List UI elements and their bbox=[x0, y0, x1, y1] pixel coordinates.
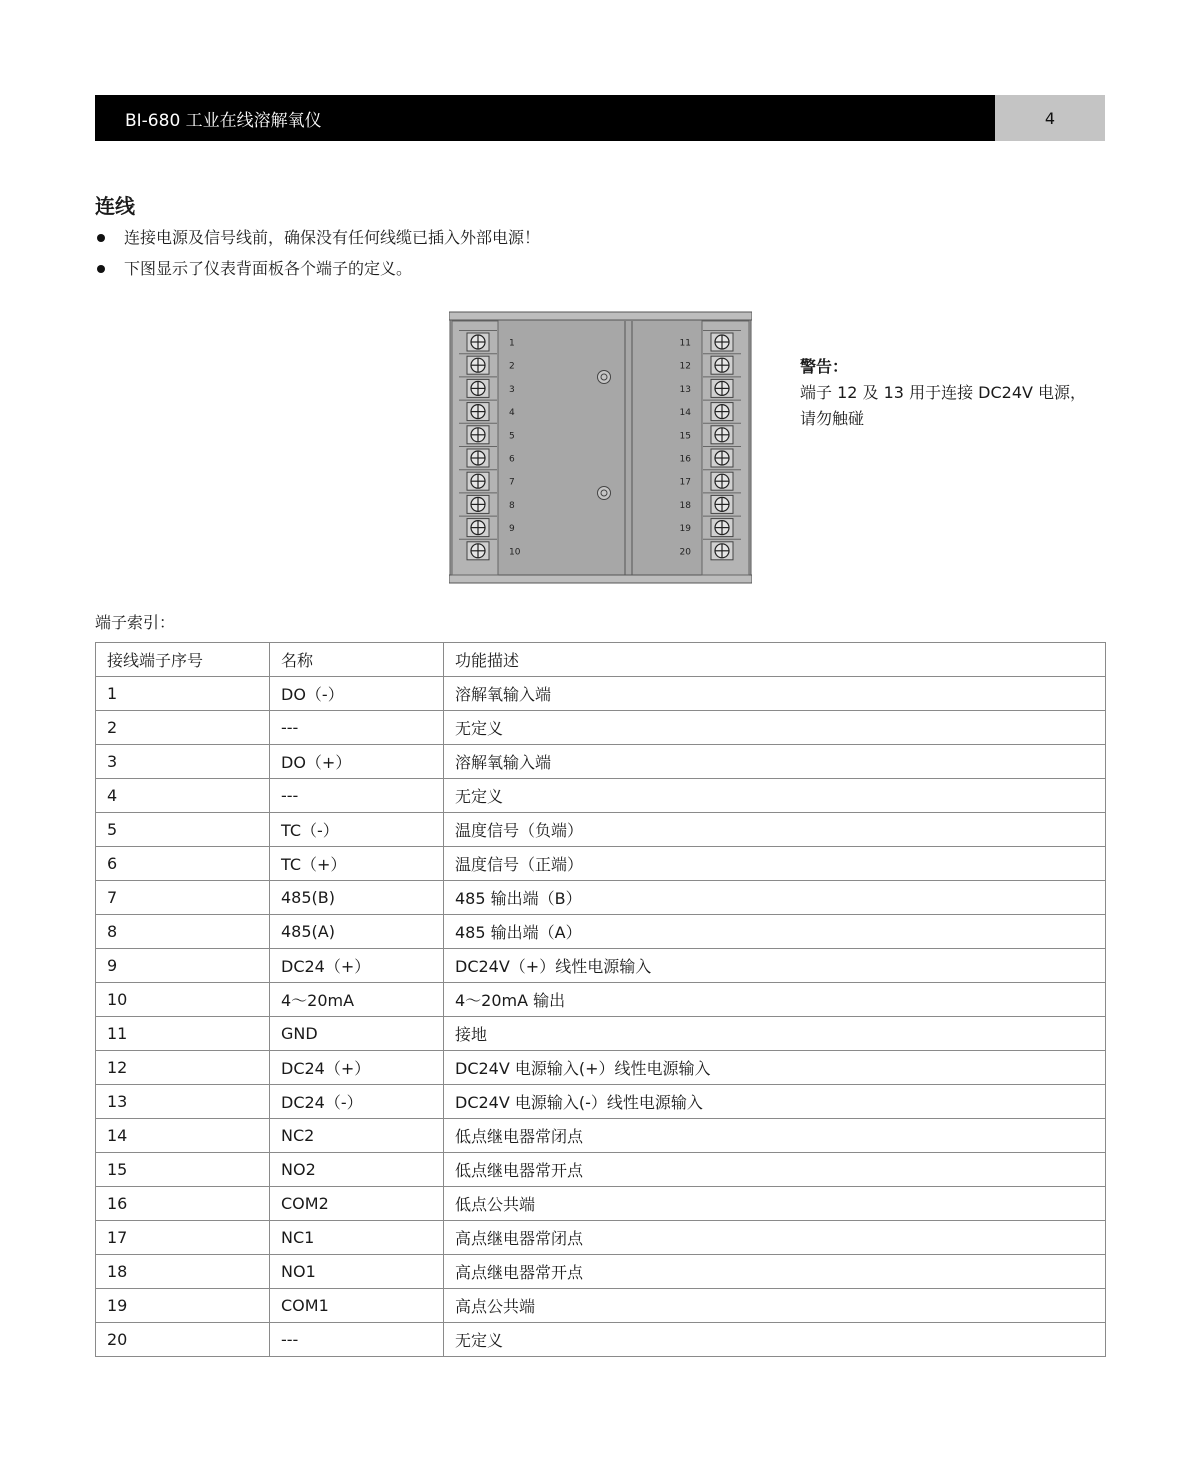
table-row bbox=[96, 847, 1106, 881]
terminal-number-label: 10 bbox=[509, 547, 521, 558]
table-cell: 低点继电器常开点 bbox=[444, 1153, 1106, 1187]
table-cell: TC（+） bbox=[270, 847, 444, 881]
table-cell: 9 bbox=[96, 949, 270, 983]
table-row bbox=[96, 711, 1106, 745]
table-header-row bbox=[96, 643, 1106, 677]
terminal-screw-icon bbox=[711, 403, 733, 421]
terminal-screw-icon bbox=[711, 519, 733, 537]
table-cell: COM1 bbox=[270, 1289, 444, 1323]
bullet-item bbox=[95, 256, 540, 287]
terminal-screw-icon bbox=[711, 333, 733, 351]
terminal-screw-icon bbox=[467, 519, 489, 537]
rear-panel-diagram bbox=[449, 311, 752, 585]
table-cell: 溶解氧输入端 bbox=[444, 677, 1106, 711]
terminal-screw-icon bbox=[711, 495, 733, 513]
table-row bbox=[96, 745, 1106, 779]
terminal-screw-icon bbox=[467, 449, 489, 467]
terminal-number-label: 20 bbox=[679, 547, 691, 558]
table-row bbox=[96, 1221, 1106, 1255]
terminal-screw-icon bbox=[711, 542, 733, 560]
terminal-number-label: 8 bbox=[509, 500, 515, 511]
terminal-number-label: 4 bbox=[509, 408, 515, 419]
table-row bbox=[96, 779, 1106, 813]
table-cell: 5 bbox=[96, 813, 270, 847]
warning-title: 警告： bbox=[800, 357, 849, 376]
mount-screw-icon bbox=[598, 487, 611, 500]
table-row bbox=[96, 1323, 1106, 1357]
table-row bbox=[96, 1289, 1106, 1323]
table-cell: DC24（+） bbox=[270, 1051, 444, 1085]
table-cell: 8 bbox=[96, 915, 270, 949]
panel-top-rail bbox=[449, 312, 752, 320]
table-cell: 温度信号（负端） bbox=[444, 813, 1106, 847]
table-cell: 7 bbox=[96, 881, 270, 915]
terminal-number-label: 14 bbox=[679, 408, 691, 419]
column-header: 名称 bbox=[270, 643, 444, 677]
table-row bbox=[96, 915, 1106, 949]
table-cell: 10 bbox=[96, 983, 270, 1017]
terminal-number-label: 3 bbox=[509, 384, 515, 395]
table-cell: 13 bbox=[96, 1085, 270, 1119]
terminal-screw-icon bbox=[711, 426, 733, 444]
terminal-number-label: 2 bbox=[509, 361, 515, 372]
terminal-screw-icon bbox=[711, 379, 733, 397]
table-cell: 485(A) bbox=[270, 915, 444, 949]
table-row bbox=[96, 1255, 1106, 1289]
bullet-text: 连接电源及信号线前，确保没有任何线缆已插入外部电源！ bbox=[124, 228, 541, 247]
table-cell: 485 输出端（B） bbox=[444, 881, 1106, 915]
terminal-number-label: 1 bbox=[509, 338, 515, 349]
table-cell: 14 bbox=[96, 1119, 270, 1153]
terminal-number-label: 17 bbox=[679, 477, 691, 488]
table-cell: 无定义 bbox=[444, 1323, 1106, 1357]
table-cell: 15 bbox=[96, 1153, 270, 1187]
table-row bbox=[96, 949, 1106, 983]
table-cell: 18 bbox=[96, 1255, 270, 1289]
terminal-screw-icon bbox=[467, 472, 489, 490]
table-cell: 17 bbox=[96, 1221, 270, 1255]
table-cell: TC（-） bbox=[270, 813, 444, 847]
table-cell: 19 bbox=[96, 1289, 270, 1323]
table-cell: 低点公共端 bbox=[444, 1187, 1106, 1221]
table-row bbox=[96, 677, 1106, 711]
bullet-dot-icon bbox=[97, 234, 105, 242]
mount-screw-icon bbox=[598, 371, 611, 384]
terminal-screw-icon bbox=[467, 426, 489, 444]
terminal-number-label: 7 bbox=[509, 477, 515, 488]
terminal-number-label: 11 bbox=[679, 338, 691, 349]
table-cell: 低点继电器常闭点 bbox=[444, 1119, 1106, 1153]
section-heading: 连线 bbox=[95, 194, 135, 218]
page-number: 4 bbox=[995, 95, 1105, 141]
table-cell: 1 bbox=[96, 677, 270, 711]
table-cell: 485(B) bbox=[270, 881, 444, 915]
table-cell: --- bbox=[270, 711, 444, 745]
terminal-screw-icon bbox=[467, 403, 489, 421]
table-cell: COM2 bbox=[270, 1187, 444, 1221]
terminal-screw-icon bbox=[467, 356, 489, 374]
table-cell: DO（-） bbox=[270, 677, 444, 711]
table-row bbox=[96, 1017, 1106, 1051]
table-row bbox=[96, 1051, 1106, 1085]
panel-bottom-rail bbox=[449, 575, 752, 583]
table-row bbox=[96, 813, 1106, 847]
table-cell: 无定义 bbox=[444, 779, 1106, 813]
table-row bbox=[96, 1085, 1106, 1119]
bullet-item bbox=[95, 225, 540, 256]
table-cell: 高点继电器常闭点 bbox=[444, 1221, 1106, 1255]
table-row bbox=[96, 1153, 1106, 1187]
terminal-number-label: 18 bbox=[679, 500, 691, 511]
table-cell: DC24（+） bbox=[270, 949, 444, 983]
terminal-number-label: 13 bbox=[679, 384, 691, 395]
table-cell: 16 bbox=[96, 1187, 270, 1221]
terminal-number-label: 9 bbox=[509, 524, 515, 535]
table-cell: 高点公共端 bbox=[444, 1289, 1106, 1323]
table-cell: 4～20mA bbox=[270, 983, 444, 1017]
warning-note bbox=[800, 354, 1086, 432]
table-cell: DC24V 电源输入(+）线性电源输入 bbox=[444, 1051, 1106, 1085]
table-cell: --- bbox=[270, 779, 444, 813]
terminal-number-label: 12 bbox=[679, 361, 691, 372]
page-header bbox=[95, 95, 1105, 141]
table-cell: 11 bbox=[96, 1017, 270, 1051]
terminal-screw-icon bbox=[711, 449, 733, 467]
table-cell: DO（+） bbox=[270, 745, 444, 779]
terminal-screw-icon bbox=[467, 495, 489, 513]
table-cell: 高点继电器常开点 bbox=[444, 1255, 1106, 1289]
table-cell: NO1 bbox=[270, 1255, 444, 1289]
table-cell: 12 bbox=[96, 1051, 270, 1085]
terminal-number-label: 16 bbox=[679, 454, 691, 465]
table-cell: DC24V（+）线性电源输入 bbox=[444, 949, 1106, 983]
terminal-table bbox=[95, 642, 1106, 1357]
warning-text: 端子 12 及 13 用于连接 DC24V 电源， bbox=[800, 383, 1087, 402]
bullet-list bbox=[95, 225, 540, 287]
table-row bbox=[96, 1119, 1106, 1153]
terminal-screw-icon bbox=[711, 472, 733, 490]
table-row bbox=[96, 881, 1106, 915]
table-cell: 4 bbox=[96, 779, 270, 813]
terminal-number-label: 15 bbox=[679, 431, 691, 442]
bullet-dot-icon bbox=[97, 265, 105, 273]
table-cell: 3 bbox=[96, 745, 270, 779]
table-cell: 接地 bbox=[444, 1017, 1106, 1051]
column-header: 接线端子序号 bbox=[96, 643, 270, 677]
terminal-screw-icon bbox=[467, 542, 489, 560]
table-cell: 4～20mA 输出 bbox=[444, 983, 1106, 1017]
bullet-text: 下图显示了仪表背面板各个端子的定义。 bbox=[124, 259, 413, 278]
terminal-number-label: 19 bbox=[679, 524, 691, 535]
table-cell: 6 bbox=[96, 847, 270, 881]
table-cell: NO2 bbox=[270, 1153, 444, 1187]
table-cell: 485 输出端（A） bbox=[444, 915, 1106, 949]
table-cell: DC24（-） bbox=[270, 1085, 444, 1119]
column-header: 功能描述 bbox=[444, 643, 1106, 677]
table-cell: 2 bbox=[96, 711, 270, 745]
terminal-screw-icon bbox=[467, 333, 489, 351]
table-row bbox=[96, 983, 1106, 1017]
table-cell: GND bbox=[270, 1017, 444, 1051]
table-cell: 20 bbox=[96, 1323, 270, 1357]
warning-text: 请勿触碰 bbox=[800, 409, 865, 428]
document-title: BI-680 工业在线溶解氧仪 bbox=[95, 95, 995, 141]
table-cell: 溶解氧输入端 bbox=[444, 745, 1106, 779]
table-cell: 温度信号（正端） bbox=[444, 847, 1106, 881]
table-cell: --- bbox=[270, 1323, 444, 1357]
terminal-screw-icon bbox=[467, 379, 489, 397]
table-cell: DC24V 电源输入(-）线性电源输入 bbox=[444, 1085, 1106, 1119]
table-cell: NC1 bbox=[270, 1221, 444, 1255]
table-cell: 无定义 bbox=[444, 711, 1106, 745]
terminal-number-label: 5 bbox=[509, 431, 515, 442]
terminal-screw-icon bbox=[711, 356, 733, 374]
table-cell: NC2 bbox=[270, 1119, 444, 1153]
terminal-index-label: 端子索引： bbox=[95, 613, 176, 632]
table-row bbox=[96, 1187, 1106, 1221]
terminal-number-label: 6 bbox=[509, 454, 515, 465]
